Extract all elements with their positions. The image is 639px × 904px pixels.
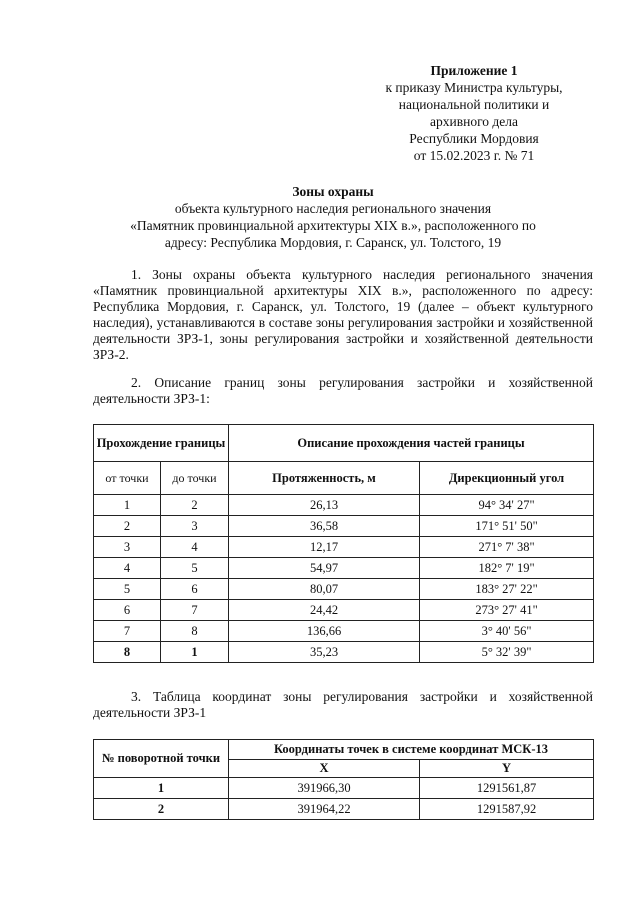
paragraph-3: 3. Таблица координат зоны регулирования застройки и хозяйственной деятельности ЗРЗ-1: [93, 689, 593, 720]
cell-to: 1: [161, 642, 229, 663]
annex-line: национальной политики и: [398, 97, 550, 112]
header-length: Протяженность, м: [229, 462, 420, 495]
cell-to: 7: [161, 600, 229, 621]
cell-angle: 3° 40' 56": [420, 621, 594, 642]
cell-from: 2: [94, 516, 161, 537]
title-heading: Зоны охраны: [292, 184, 374, 199]
cell-to: 3: [161, 516, 229, 537]
cell-point: 1: [94, 778, 229, 799]
header-point: № поворотной точки: [94, 740, 229, 778]
table-row: [94, 600, 594, 621]
cell-length: 24,42: [229, 600, 420, 621]
table-row: [94, 537, 594, 558]
cell-angle: 171° 51' 50": [420, 516, 594, 537]
cell-from: 1: [94, 495, 161, 516]
annex-line: от 15.02.2023 г. № 71: [413, 148, 535, 163]
cell-angle: 5° 32' 39": [420, 642, 594, 663]
cell-from: 8: [94, 642, 161, 663]
cell-length: 35,23: [229, 642, 420, 663]
cell-length: 36,58: [229, 516, 420, 537]
title-line: «Памятник провинциальной архитектуры XIX в.», расположенного по: [130, 218, 536, 233]
document-title: [94, 183, 572, 251]
annex-title: Приложение 1: [430, 63, 518, 78]
cell-to: 5: [161, 558, 229, 579]
title-line: объекта культурного наследия регионального значения: [174, 201, 492, 216]
cell-y: 1291587,92: [420, 799, 594, 820]
cell-length: 12,17: [229, 537, 420, 558]
cell-to: 2: [161, 495, 229, 516]
header-passage: Прохождение границы: [94, 425, 229, 462]
annex-line: архивного дела: [430, 114, 518, 129]
annex-line: к приказу Министра культуры,: [385, 80, 563, 95]
cell-y: 1291561,87: [420, 778, 594, 799]
table-row: [94, 579, 594, 600]
header-description: Описание прохождения частей границы: [229, 425, 594, 462]
cell-length: 136,66: [229, 621, 420, 642]
table-row: [94, 799, 594, 820]
header-angle: Дирекционный угол: [420, 462, 594, 495]
cell-x: 391966,30: [229, 778, 420, 799]
cell-to: 8: [161, 621, 229, 642]
header-coords: Координаты точек в системе координат МСК-13: [229, 740, 594, 760]
header-y: Y: [420, 760, 594, 778]
cell-length: 54,97: [229, 558, 420, 579]
cell-point: 2: [94, 799, 229, 820]
coordinates-table: [93, 739, 594, 820]
table-row: [94, 642, 594, 663]
cell-from: 7: [94, 621, 161, 642]
cell-angle: 182° 7' 19": [420, 558, 594, 579]
header-to: до точки: [161, 462, 229, 495]
cell-angle: 273° 27' 41": [420, 600, 594, 621]
cell-length: 80,07: [229, 579, 420, 600]
cell-from: 3: [94, 537, 161, 558]
annex-block: [360, 62, 588, 164]
cell-x: 391964,22: [229, 799, 420, 820]
table-row: [94, 621, 594, 642]
paragraph-2: 2. Описание границ зоны регулирования застройки и хозяйственной деятельности ЗРЗ-1:: [93, 375, 593, 406]
cell-from: 4: [94, 558, 161, 579]
annex-line: Республики Мордовия: [409, 131, 539, 146]
cell-angle: 271° 7' 38": [420, 537, 594, 558]
cell-to: 4: [161, 537, 229, 558]
boundary-table: [93, 424, 594, 663]
cell-from: 5: [94, 579, 161, 600]
table-row: [94, 516, 594, 537]
cell-angle: 94° 34' 27": [420, 495, 594, 516]
table-row: [94, 558, 594, 579]
table-row: [94, 495, 594, 516]
paragraph-1: 1. Зоны охраны объекта культурного наследия регионального значения «Памятник провинциальной архитектуры XIX в.», расположенного по адресу: Республика Мордовия, г. Саранск, ул. Толстого, 19 (далее – объект культурного наследия), устанавливаются в составе зоны регулирования застройки и хозяйственной деятельности ЗРЗ-1, зоны регулирования застройки и хозяйственной деятельности ЗРЗ-2.: [93, 267, 593, 362]
table-row: [94, 778, 594, 799]
cell-to: 6: [161, 579, 229, 600]
header-from: от точки: [94, 462, 161, 495]
cell-from: 6: [94, 600, 161, 621]
cell-length: 26,13: [229, 495, 420, 516]
cell-angle: 183° 27' 22": [420, 579, 594, 600]
title-line: адресу: Республика Мордовия, г. Саранск, ул. Толстого, 19: [164, 235, 502, 250]
header-x: X: [229, 760, 420, 778]
